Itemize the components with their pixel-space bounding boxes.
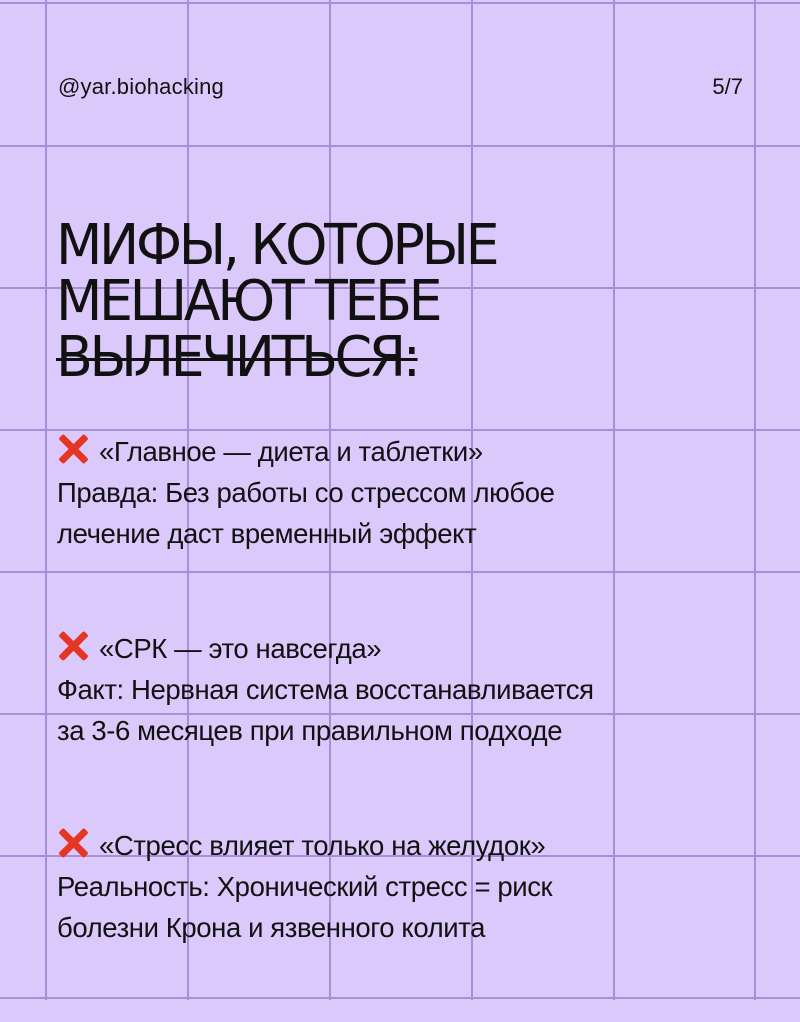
page-counter: 5/7: [712, 74, 743, 99]
myth-truth-line: болезни Крона и язвенного колита: [57, 912, 486, 943]
myth-item: [57, 825, 777, 948]
myth-truth-line: за 3-6 месяцев при правильном подходе: [57, 715, 563, 746]
title-line-2: МЕШАЮТ ТЕБЕ: [56, 269, 440, 334]
title-line-1: МИФЫ, КОТОРЫЕ: [56, 213, 497, 278]
red-cross-icon: [57, 433, 89, 465]
myth-item: [57, 628, 777, 751]
red-cross-icon: [57, 827, 89, 859]
myth-statement: [57, 825, 777, 866]
myths-list: [57, 431, 777, 1022]
myth-truth-line: Правда: Без работы со стрессом любое: [57, 477, 555, 508]
red-cross-icon: [57, 630, 89, 662]
account-handle: @yar.biohacking: [58, 74, 224, 99]
myth-truth-line: Реальность: Хронический стресс = риск: [57, 871, 553, 902]
myth-text: «Главное — диета и таблетки»: [99, 436, 483, 467]
title-line-3-strikethrough: ВЫЛЕЧИТЬСЯ:: [56, 325, 418, 390]
myth-text: «СРК — это навсегда»: [99, 633, 382, 664]
myth-truth-line: Факт: Нервная система восстанавливается: [57, 674, 594, 705]
page-title: [56, 213, 497, 390]
myth-statement: [57, 628, 777, 669]
myth-truth-line: лечение даст временный эффект: [57, 518, 477, 549]
myth-item: [57, 431, 777, 554]
myth-statement: [57, 431, 777, 472]
myth-text: «Стресс влияет только на желудок»: [99, 830, 546, 861]
